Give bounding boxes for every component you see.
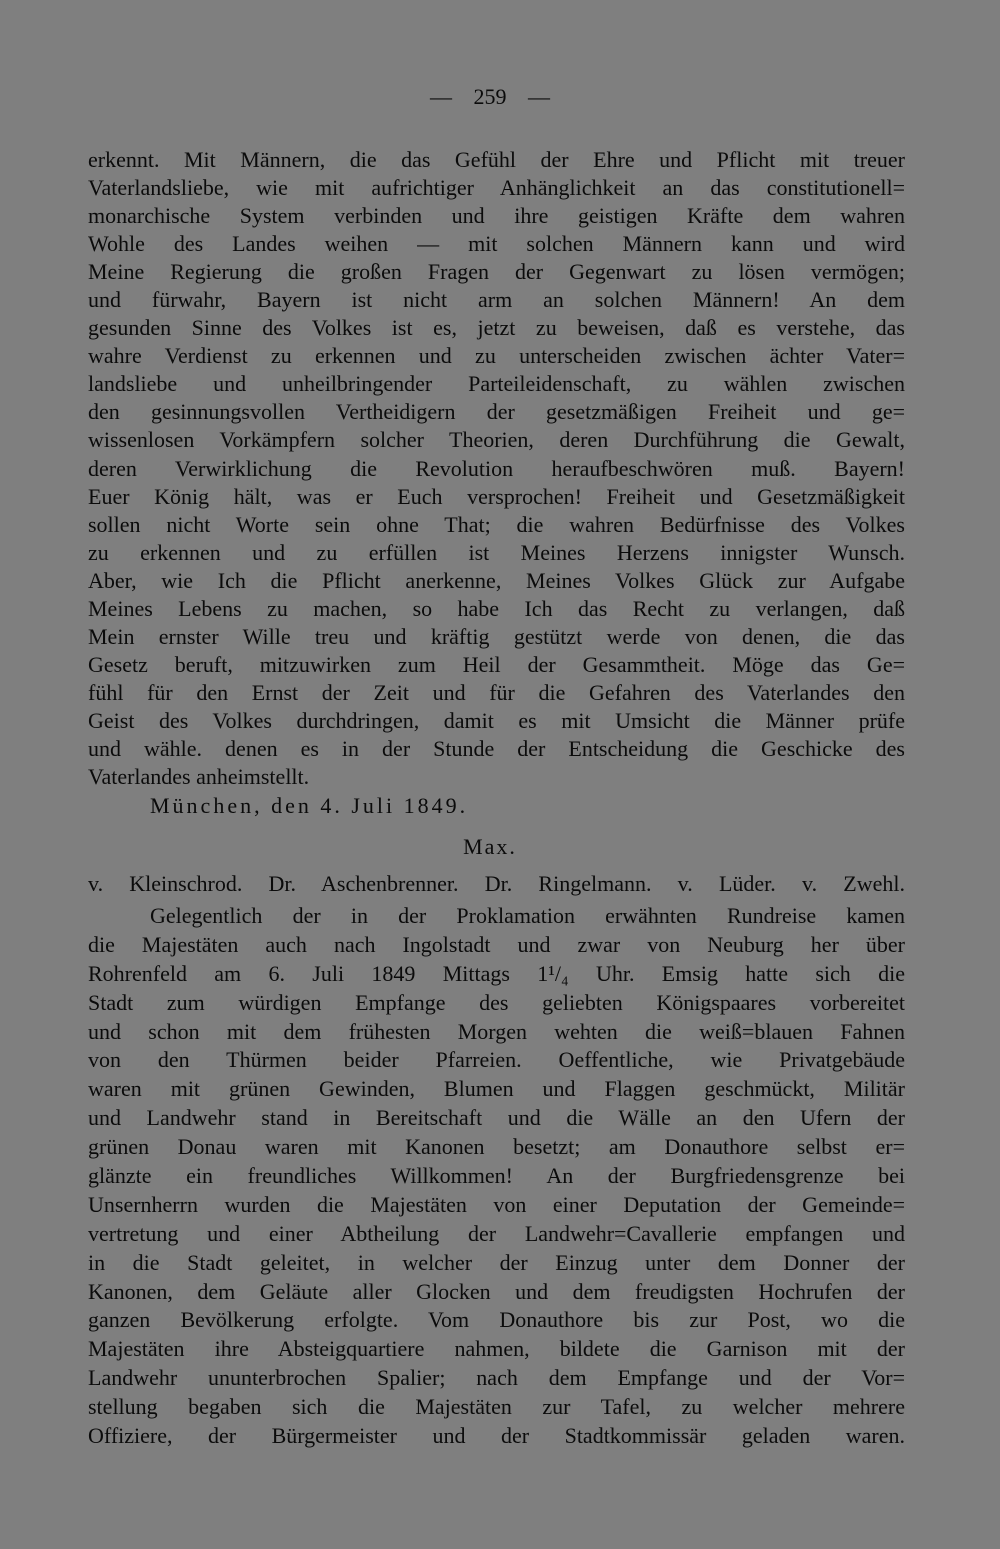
signature-max: Max. [463, 834, 517, 859]
paragraph-2-line: glänzte ein freundliches Willkommen! An der Burgfriedensgrenze bei [88, 1163, 905, 1189]
paragraph-1-line: und wähle. denen es in der Stunde der Entscheidung die Geschicke des [88, 735, 905, 761]
paragraph-2-line: Rohrenfeld am 6. Juli 1849 Mittags 1¹/₄ Uhr. Emsig hatte sich die [88, 960, 905, 986]
paragraph-1-line: zu erkennen und zu erfüllen ist Meines Herzens innigster Wunsch. [88, 539, 905, 565]
paragraph-2-line: Unsernherrn wurden die Majestäten von einer Deputation der Gemeinde= [88, 1191, 905, 1217]
paragraph-2-line: und schon mit dem frühesten Morgen wehten die weiß=blauen Fahnen [88, 1018, 905, 1044]
paragraph-1-line: deren Verwirklichung die Revolution heraufbeschwören muß. Bayern! [88, 455, 905, 481]
paragraph-2-line: Stadt zum würdigen Empfange des geliebten Königspaares vorbereitet [88, 989, 905, 1015]
paragraph-1-line: Meines Lebens zu machen, so habe Ich das Recht zu verlangen, daß [88, 595, 905, 621]
paragraph-1-line: erkennt. Mit Männern, die das Gefühl der Ehre und Pflicht mit treuer [88, 147, 905, 172]
paragraph-2-line: Landwehr ununterbrochen Spalier; nach dem Empfange und der Vor= [88, 1365, 905, 1391]
paragraph-2-line: ganzen Bevölkerung erfolgte. Vom Donauthore bis zur Post, wo die [88, 1307, 905, 1333]
paragraph-1-line: Vaterlandsliebe, wie mit aufrichtiger Anhänglichkeit an das constitutionell= [88, 175, 905, 201]
paragraph-1-line: Vaterlandes anheimstellt. [88, 764, 310, 790]
paragraph-1-line: gesunden Sinne des Volkes ist es, jetzt zu beweisen, daß es verstehe, das [88, 315, 905, 341]
paragraph-1-line: Gesetz beruft, mitzuwirken zum Heil der Gesammtheit. Möge das Ge= [88, 651, 905, 677]
paragraph-1-line: und fürwahr, Bayern ist nicht arm an solchen Männern! An dem [88, 287, 905, 313]
paragraph-1-line: Geist des Volkes durchdringen, damit es mit Umsicht die Männer prüfe [88, 707, 905, 733]
paragraph-1 [88, 146, 905, 791]
paragraph-2-line: Kanonen, dem Geläute aller Glocken und dem freudigsten Hochrufen der [88, 1278, 905, 1304]
paragraph-1-line: sollen nicht Worte sein ohne That; die wahren Bedürfnisse des Volkes [88, 511, 905, 537]
paragraph-2-line: Majestäten ihre Absteigquartiere nahmen, bildete die Garnison mit der [88, 1336, 905, 1362]
paragraph-1-line: monarchische System verbinden und ihre geistigen Kräfte dem wahren [88, 203, 905, 229]
paragraph-1-line: landsliebe und unheilbringender Parteileidenschaft, zu wählen zwischen [88, 371, 905, 397]
paragraph-1-line: Euer König hält, was er Euch versprochen! Freiheit und Gesetzmäßigkeit [88, 483, 905, 509]
paragraph-1-line: den gesinnungsvollen Vertheidigern der gesetzmäßigen Freiheit und ge= [88, 399, 905, 425]
paragraph-2-line: stellung begaben sich die Majestäten zur Tafel, zu welcher mehrere [88, 1394, 905, 1420]
page-number: — 259 — [430, 84, 550, 109]
paragraph-1-line: fühl für den Ernst der Zeit und für die Gefahren des Vaterlandes den [88, 679, 905, 705]
paragraph-2 [88, 902, 905, 1451]
paragraph-2-line: Offiziere, der Bürgermeister und der Stadtkommissär geladen waren. [88, 1423, 905, 1449]
paragraph-2-line: Gelegentlich der in der Proklamation erwähnten Rundreise kamen [150, 903, 905, 928]
paragraph-2-line: von den Thürmen beider Pfarreien. Oeffentliche, wie Privatgebäude [88, 1047, 905, 1073]
paragraph-2-line: waren mit grünen Gewinden, Blumen und Flaggen geschmückt, Militär [88, 1076, 905, 1102]
countersignatures: v. Kleinschrod. Dr. Aschenbrenner. Dr. Ringelmann. v. Lüder. v. Zwehl. [88, 871, 905, 896]
paragraph-2-line: und Landwehr stand in Bereitschaft und die Wälle an den Ufern der [88, 1105, 905, 1131]
paragraph-2-line: vertretung und einer Abtheilung der Landwehr=Cavallerie empfangen und [88, 1220, 905, 1246]
paragraph-2-line: die Majestäten auch nach Ingolstadt und zwar von Neuburg her über [88, 931, 905, 957]
dateline: München, den 4. Juli 1849. [150, 793, 469, 818]
paragraph-1-line: Aber, wie Ich die Pflicht anerkenne, Meines Volkes Glück zur Aufgabe [88, 567, 905, 593]
paragraph-1-line: Meine Regierung die großen Fragen der Gegenwart zu lösen vermögen; [88, 259, 905, 285]
paragraph-1-line: Wohle des Landes weihen — mit solchen Männern kann und wird [88, 231, 905, 257]
paragraph-1-line: Mein ernster Wille treu und kräftig gestützt werde von denen, die das [88, 623, 905, 649]
paragraph-1-line: wahre Verdienst zu erkennen und zu unterscheiden zwischen ächter Vater= [88, 343, 905, 369]
paragraph-2-line: grünen Donau waren mit Kanonen besetzt; am Donauthore selbst er= [88, 1134, 905, 1160]
paragraph-2-line: in die Stadt geleitet, in welcher der Einzug unter dem Donner der [88, 1249, 905, 1275]
paragraph-1-line: wissenlosen Vorkämpfern solcher Theorien, deren Durchführung die Gewalt, [88, 427, 905, 453]
